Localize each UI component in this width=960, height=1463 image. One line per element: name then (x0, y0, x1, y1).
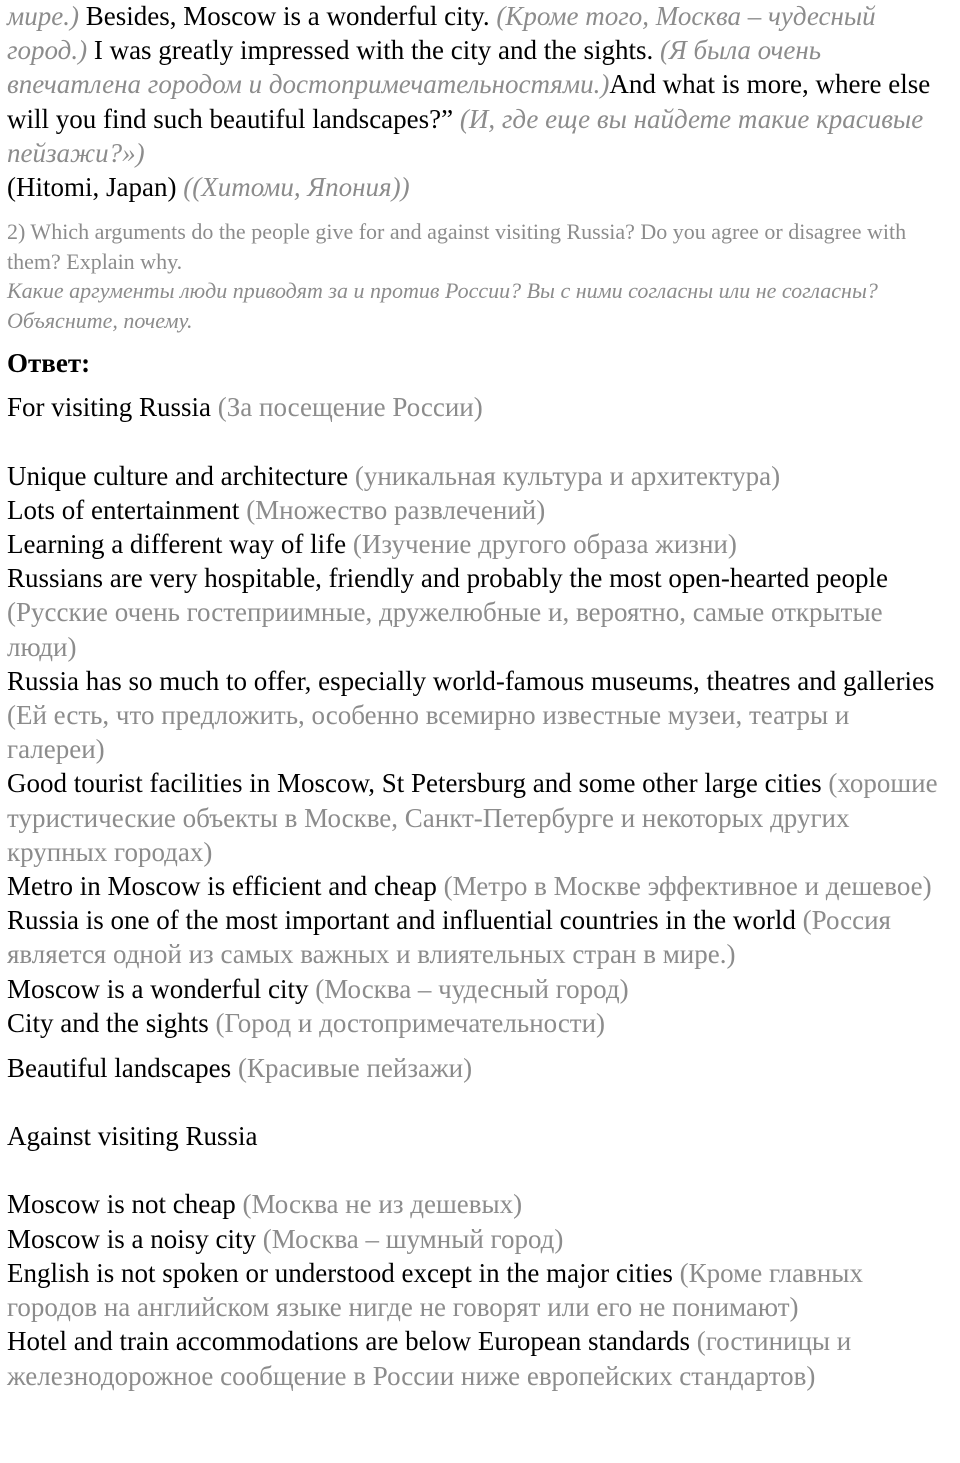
item-translation: (Русские очень гостеприимные, дружелюбные и, вероятно, самые открытые люди) (7, 597, 883, 662)
for-heading (7, 390, 953, 424)
task-question: 2) Which arguments do the people give for and against visiting Russia? Do you agree or disagree with them? Explain why. (7, 219, 907, 274)
for-list (7, 459, 953, 1086)
spacer (7, 1153, 953, 1187)
item-text: Unique culture and architecture (7, 460, 355, 491)
item-text: Moscow is a wonderful city (7, 973, 316, 1004)
intro-sentence: Besides, Moscow is a wonderful city. (78, 1, 497, 31)
intro-paragraph (7, 0, 953, 170)
item-text: Russia has so much to offer, especially world-famous museums, theatres and galleries (7, 665, 935, 696)
intro-sentence-translation: (Кроме того, Москва – чудесный город.) (7, 1, 876, 66)
list-item (7, 1222, 953, 1256)
item-translation: (Метро в Москве эффективное и дешевое) (443, 871, 932, 902)
spacer (7, 1085, 953, 1119)
item-text: Russians are very hospitable, friendly and probably the most open-hearted people (7, 563, 888, 594)
item-translation: (Город и достопримечательности) (215, 1007, 606, 1038)
item-translation: (Изучение другого образа жизни) (352, 529, 737, 560)
for-heading-translation: (За посещение России) (217, 392, 483, 423)
item-translation: (хорошие туристические объекты в Москве, Санкт-Петербурге и некоторых других крупных городах) (7, 768, 938, 867)
item-text: Good tourist facilities in Moscow, St Petersburg and some other large cities (7, 768, 829, 799)
item-translation: (Красивые пейзажи) (237, 1053, 473, 1084)
item-text: Metro in Moscow is efficient and cheap (7, 871, 444, 902)
item-translation: (Москва не из дешевых) (242, 1189, 523, 1220)
intro-fragment-translation: мире.) (7, 1, 79, 31)
document-page (7, 0, 953, 1393)
spacer (7, 425, 953, 459)
item-translation: (Москва – чудесный город) (315, 973, 629, 1004)
list-item (7, 1256, 953, 1324)
list-item (7, 527, 953, 561)
item-text: Learning a different way of life (7, 529, 353, 560)
answer-label: Ответ: (7, 348, 91, 379)
list-item (7, 459, 953, 493)
signature-translation: ((Хитоми, Япония)) (183, 172, 410, 203)
item-translation: (гостиницы и железнодорожное сообщение в России ниже европейских стандартов) (7, 1326, 852, 1391)
item-translation: (Кроме главных городов на английском языке нигде не говорят или его не понимают) (7, 1257, 863, 1323)
item-text: City and the sights (7, 1007, 216, 1038)
item-translation: (Ей есть, что предложить, особенно всемирно известные музеи, театры и галереи) (7, 700, 850, 765)
list-item (7, 1051, 953, 1085)
list-item (7, 972, 953, 1006)
intro-sentence-translation: (И, где еще вы найдете такие красивые пейзажи?») (7, 103, 924, 168)
against-list (7, 1187, 953, 1392)
item-text: Lots of entertainment (7, 494, 247, 525)
item-text: English is not spoken or understood except in the major cities (7, 1257, 680, 1288)
item-text: Russia is one of the most important and influential countries in the world (7, 905, 803, 936)
intro-sentence: I was greatly impressed with the city and the sights. (87, 35, 660, 66)
list-item (7, 766, 953, 869)
list-item (7, 1187, 953, 1221)
item-translation: (Москва – шумный город) (262, 1223, 564, 1254)
intro-signature (7, 170, 953, 204)
for-heading-text: For visiting Russia (7, 392, 218, 423)
item-text: Beautiful landscapes (7, 1053, 238, 1084)
against-heading: Against visiting Russia (7, 1121, 258, 1152)
item-translation: (Множество развлечений) (246, 494, 546, 525)
list-item (7, 1006, 953, 1040)
list-item (7, 561, 953, 664)
task-question-translation: Какие аргументы люди приводят за и против России? Вы с ними согласны или не согласны? Объясните, почему. (7, 278, 878, 333)
intro-sentence-translation: (Я была очень впечатлена городом и достопримечательностями.) (7, 35, 822, 100)
item-translation: (Россия является одной из самых важных и влиятельных стран в мире.) (7, 905, 891, 970)
list-item (7, 1324, 953, 1392)
item-translation: (уникальная культура и архитектура) (354, 460, 781, 491)
list-item (7, 493, 953, 527)
item-text: Moscow is a noisy city (7, 1223, 263, 1254)
list-item (7, 869, 953, 903)
signature-text: (Hitomi, Japan) (7, 172, 184, 203)
item-text: Moscow is not cheap (7, 1189, 243, 1220)
list-item (7, 664, 953, 767)
item-text: Hotel and train accommodations are below European standards (7, 1326, 697, 1357)
intro-sentence: And what is more, where else will you find such beautiful landscapes?” (7, 69, 931, 134)
list-item (7, 903, 953, 971)
